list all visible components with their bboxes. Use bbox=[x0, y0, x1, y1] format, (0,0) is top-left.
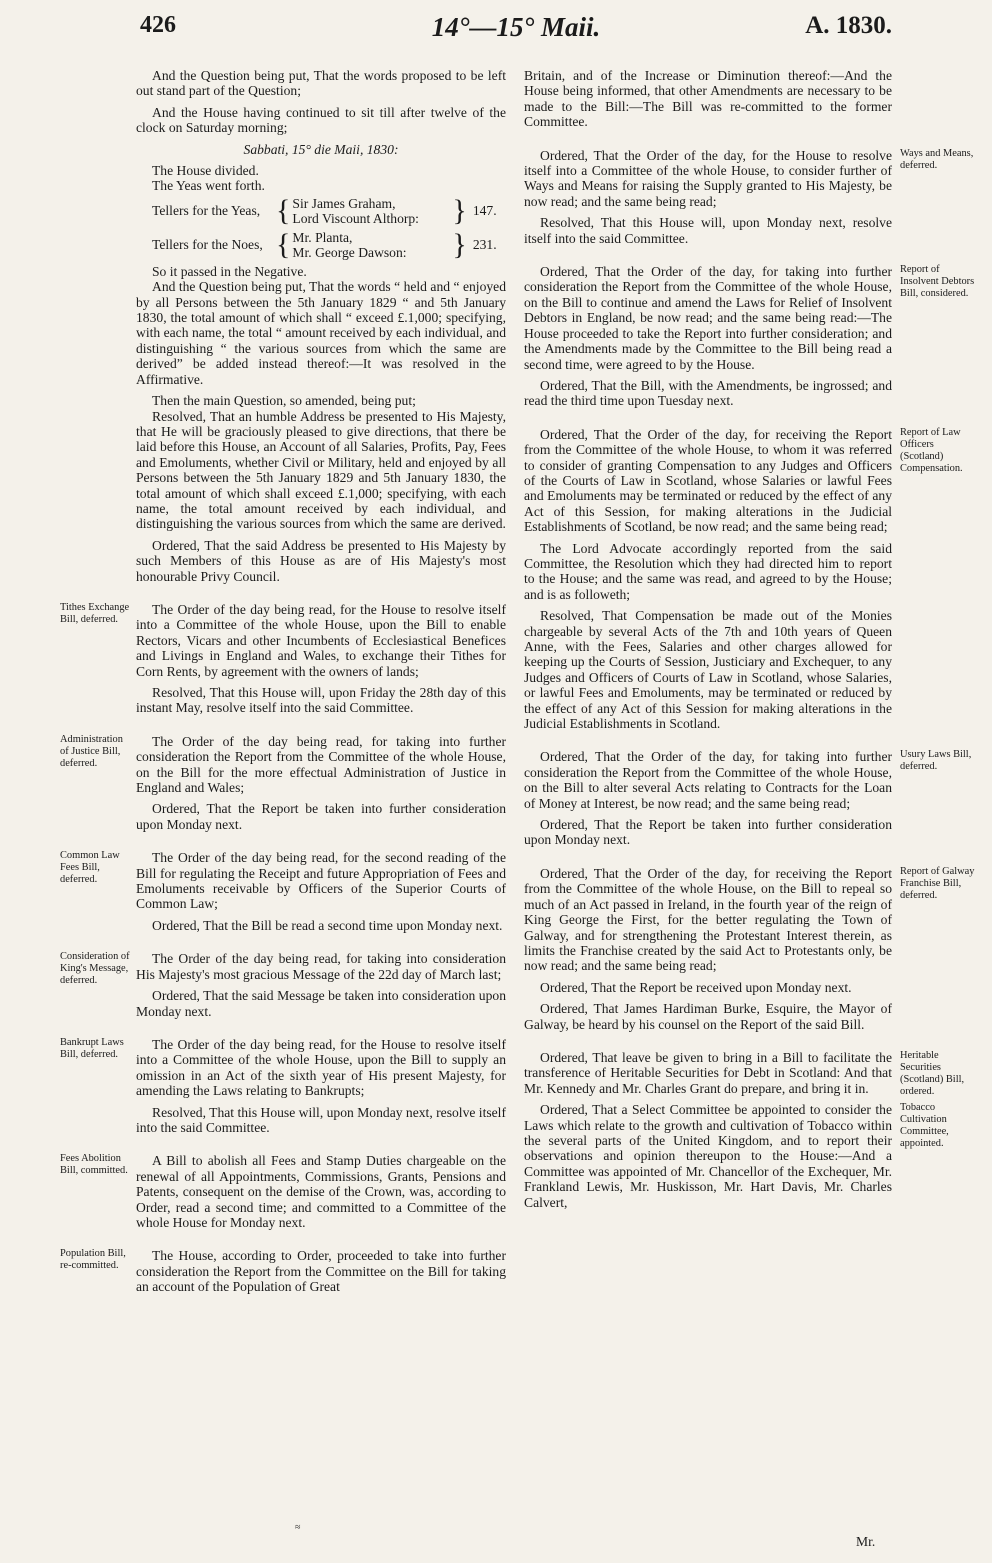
entry-common-law-fees bbox=[60, 850, 506, 933]
paragraph: Resolved, That an humble Address be presented to His Majesty, that He will be graciously pleased to give directions, that there be laid before this House, an Account of all Salaries, Profits, Pay, Fees and Emoluments, whether Civil or Military, held and enjoyed by all Persons between the 5th January 1829 and 5th January 1830, the total amount of which shall exceed £.1,000; specifying, with each name, the total amount received by each individual, and distinguishing the various sources from which the same are derived. bbox=[136, 408, 506, 532]
paragraph: Ordered, That the said Address be presented to His Majesty by such Members of this House as are of His Majesty's most honourable Privy Council. bbox=[136, 537, 506, 584]
margin-note: Administration of Justice Bill, deferred. bbox=[60, 733, 123, 769]
entry-fees-abolition bbox=[60, 1153, 506, 1230]
paragraph: Ordered, That the Order of the day, for receiving the Report from the Committee of the whole House, on the Bill to repeal so much of an Act passed in Ireland, in the fourth year of the reign of King George the First, for the better regulating the Town of Galway, and for strengthening the Protestant Interest therein, as limits the Franchise created by the said Act to Protestants only, be now read; and the same being read; bbox=[524, 865, 892, 974]
page-number: 426 bbox=[140, 12, 176, 38]
entry-law-officers bbox=[524, 426, 963, 732]
paragraph: The Order of the day being read, for the second reading of the Bill for regulating the Receipt and future Appropriation of Fees and Emoluments receivable by Officers of the Superior Courts of Common Law; bbox=[136, 850, 506, 912]
margin-note: Usury Laws Bill, deferred. bbox=[900, 749, 972, 773]
catchword: Mr. bbox=[856, 1534, 876, 1549]
paragraph: The Order of the day being read, for the House to resolve itself into a Committee of the whole House, upon the Bill to supply an omission in an Act of the sixth year of His present Majesty, for amending the Laws relating to Bankrupts; bbox=[136, 1036, 506, 1099]
paragraph: Ordered, That the Order of the day, for taking into further consideration the Report from the Committee of the whole House, on the Bill to alter several Acts relating to Contracts for the Loan of Money at Interest, be now read; and the same being read; bbox=[524, 749, 892, 811]
brace: { bbox=[276, 227, 291, 261]
paragraph: Resolved, That this House will, upon Monday next, resolve itself into the said Committee. bbox=[136, 1104, 506, 1135]
margin-note: Fees Abolition Bill, committed. bbox=[60, 1153, 128, 1177]
teller-name: Mr. George Dawson: bbox=[292, 244, 407, 260]
margin-note: Consideration of King's Message, deferred. bbox=[60, 951, 130, 987]
margin-note: Common Law Fees Bill, deferred. bbox=[60, 850, 120, 886]
tellers-noes bbox=[136, 227, 506, 261]
paragraph: Ordered, That the Order of the day, for receiving the Report from the Committee of the whole House, to whom it was referred to consider of granting Compensation to any Judges and Officers of the Courts of Law in Scotland, whose Salaries or lawful Fees and Emoluments may be terminated or reduced by the effect of any Act of this Session, for making alterations in the Judicial Establishments of Scotland, be now read; and the same being read; bbox=[524, 426, 892, 535]
paragraph: Ordered, That the said Message be taken into consideration upon Monday next. bbox=[136, 988, 506, 1019]
entry-population bbox=[60, 1248, 506, 1295]
paragraph: Ordered, That the Bill, with the Amendments, be ingrossed; and read the third time upon Tuesday next. bbox=[524, 377, 892, 409]
paragraph: Resolved, That this House will, upon Monday next, resolve itself into the said Committee. bbox=[524, 215, 892, 246]
teller-names bbox=[292, 196, 452, 226]
teller-name: Mr. Planta, bbox=[292, 229, 353, 245]
margin-note: Bankrupt Laws Bill, deferred. bbox=[60, 1036, 124, 1060]
paragraph: Resolved, That Compensation be made out of the Monies chargeable by several Acts of the 7th and 10th years of Queen Anne, with the Fees, Salaries and other charges allowed for keeping up the Courts of Session, Justiciary and Exchequer, to any Judges and Officers of Courts of Law in Scotland, whose Salaries, or lawful Fees and Emoluments, may be terminated or reduced by the effect of any Act of this Session for making alterations in the Judicial Establishments in Scotland. bbox=[524, 608, 892, 732]
paragraph: And the House having continued to sit till after twelve of the clock on Saturday morning; bbox=[136, 104, 506, 136]
paragraph: Ordered, That the Order of the day, for the House to resolve itself into a Committee of the whole House, to consider further of Ways and Means for raising the Supply granted to His Majesty, be now read; and the same being read; bbox=[524, 147, 892, 209]
margin-note: Report of Insolvent Debtors Bill, considered. bbox=[900, 264, 975, 300]
page-header bbox=[140, 12, 892, 52]
paragraph: So it passed in the Negative. bbox=[152, 263, 307, 279]
tellers-label: Tellers for the Yeas, bbox=[152, 203, 261, 219]
paragraph: Then the main Question, so amended, being put; bbox=[152, 393, 416, 409]
paragraph: And the Question being put, That the words proposed to be left out stand part of the Question; bbox=[136, 68, 506, 99]
paragraph: Ordered, That the Order of the day, for taking into further consideration the Report from the Committee of the whole House, on the Bill to continue and amend the Laws for Relief of Insolvent Debtors in England, be now read; and the same being read:—The House proceeded to take the Report into further consideration; and the Amendments made by the Committee to the Bill being read a second time, were agreed to by the House. bbox=[524, 264, 892, 372]
paragraph: The Order of the day being read, for taking into consideration His Majesty's most gracious Message of the 22d day of March last; bbox=[136, 951, 506, 982]
margin-note: Heritable Securities (Scotland) Bill, ordered. bbox=[900, 1049, 965, 1097]
teller-name: Lord Viscount Althorp: bbox=[292, 210, 419, 226]
margin-note: Report of Law Officers (Scotland) Compensation. bbox=[900, 426, 963, 474]
paragraph: Ordered, That the Report be taken into further consideration upon Monday next. bbox=[136, 801, 506, 832]
paragraph: The Yeas went forth. bbox=[152, 178, 265, 194]
brace: } bbox=[452, 227, 467, 261]
margin-note: Tithes Exchange Bill, deferred. bbox=[60, 601, 130, 625]
entry-bankrupt-laws bbox=[60, 1036, 506, 1135]
paragraph: Ordered, That leave be given to bring in a Bill to facilitate the transference of Heritable Securities for Debt in Scotland: And that Mr. Kennedy and Mr. Charles Grant do prepare, and bring it in. bbox=[524, 1049, 892, 1096]
paragraph: The Order of the day being read, for the House to resolve itself into a Committee of the whole House, upon the Bill to enable Rectors, Vicars and other Incumbents of Ecclesiastical Benefices and Livings in England and Wales, to exchange their Tithes for Corn Rents, by agreement with the owners of lands; bbox=[136, 601, 506, 679]
paragraph: Britain, and of the Increase or Diminution thereof:—And the House being informed, that other Amendments are necessary to be made to the Bill:—The Bill was re-committed to the former Committee. bbox=[524, 68, 892, 130]
entry-usury-laws bbox=[524, 749, 972, 848]
paragraph: Ordered, That the Bill be read a second time upon Monday next. bbox=[152, 917, 503, 933]
entry-tobacco-cultivation bbox=[524, 1102, 949, 1210]
margin-note: Tobacco Cultivation Committee, appointed. bbox=[900, 1102, 949, 1150]
entry-heritable-securities bbox=[524, 1049, 965, 1097]
page-title: 14°—15° Maii. bbox=[431, 12, 601, 42]
entry-kings-message bbox=[60, 951, 506, 1019]
page-year: A. 1830. bbox=[805, 12, 892, 39]
paragraph: The Lord Advocate accordingly reported from the said Committee, the Resolution which they had directed him to report to the House; and the same was read, and agreed to by the House; and is as followeth; bbox=[524, 540, 892, 602]
entry-galway-franchise bbox=[524, 865, 975, 1032]
paragraph: The House, according to Order, proceeded to take into further consideration the Report from the Committee on the Bill for taking an account of the Population of Great bbox=[136, 1248, 506, 1295]
paragraph: The House divided. bbox=[152, 163, 259, 179]
paragraph: Ordered, That the Report be received upon Monday next. bbox=[540, 979, 852, 995]
tellers-label: Tellers for the Noes, bbox=[152, 237, 263, 253]
teller-names bbox=[292, 230, 452, 260]
left-column bbox=[60, 68, 506, 1301]
paragraph: A Bill to abolish all Fees and Stamp Duties chargeable on the renewal of all Appointments, Commissions, Grants, Pensions and Patents, consequent on the demise of the Crown, was, according to Order, read a second time; and committed to a Committee of the whole House for Monday next. bbox=[136, 1153, 506, 1230]
vote-count: 231. bbox=[472, 237, 497, 253]
margin-note: Report of Galway Franchise Bill, deferred. bbox=[900, 865, 975, 901]
tellers-yeas bbox=[136, 193, 506, 227]
right-column bbox=[524, 68, 975, 1216]
paragraph: Resolved, That this House will, upon Friday the 28th day of this instant May, resolve itself into the said Committee. bbox=[136, 685, 506, 716]
margin-note: Ways and Means, deferred. bbox=[900, 147, 974, 171]
entry-insolvent-debtors bbox=[524, 264, 975, 409]
margin-note: Population Bill, re-committed. bbox=[60, 1248, 126, 1272]
paragraph: Ordered, That the Report be taken into further consideration upon Monday next. bbox=[524, 817, 892, 848]
paragraph: The Order of the day being read, for taking into further consideration the Report from the Committee of the whole House, on the Bill for the more effectual Administration of Justice in England and Wales; bbox=[136, 733, 506, 796]
entry-tithes bbox=[60, 601, 506, 716]
signature-mark: ≈ bbox=[295, 1522, 301, 1533]
paragraph: Ordered, That a Select Committee be appointed to consider the Laws which relate to the growth and cultivation of Tobacco within the several parts of the United Kingdom, and to report their observations and opinion thereupon to the House:—And a Committee was appointed of Mr. Chancellor of the Exchequer, Mr. Frankland Lewis, Mr. Huskisson, Mr. Hart Davis, Mr. Charles Calvert, bbox=[524, 1102, 892, 1210]
entry-administration bbox=[60, 733, 506, 832]
paragraph: Ordered, That James Hardiman Burke, Esquire, the Mayor of Galway, be heard by his counsel on the Report of the said Bill. bbox=[524, 1001, 892, 1032]
brace: } bbox=[452, 193, 467, 227]
date-line: Sabbati, 15° die Maii, 1830: bbox=[243, 141, 399, 157]
brace: { bbox=[276, 193, 291, 227]
vote-count: 147. bbox=[472, 203, 497, 219]
teller-name: Sir James Graham, bbox=[292, 195, 396, 211]
paragraph: And the Question being put, That the words “ held and “ enjoyed by all Persons between the 5th January 1829 “ and 5th January 1830, the total amount of which shall “ exceed £.1,000; specifying, with each name, the total “ amount received by each individual, and distinguishing “ the various sources from which the same are derived” be added instead thereof:—It was resolved in the Affirmative. bbox=[136, 279, 506, 387]
entry-ways-means bbox=[524, 147, 974, 246]
